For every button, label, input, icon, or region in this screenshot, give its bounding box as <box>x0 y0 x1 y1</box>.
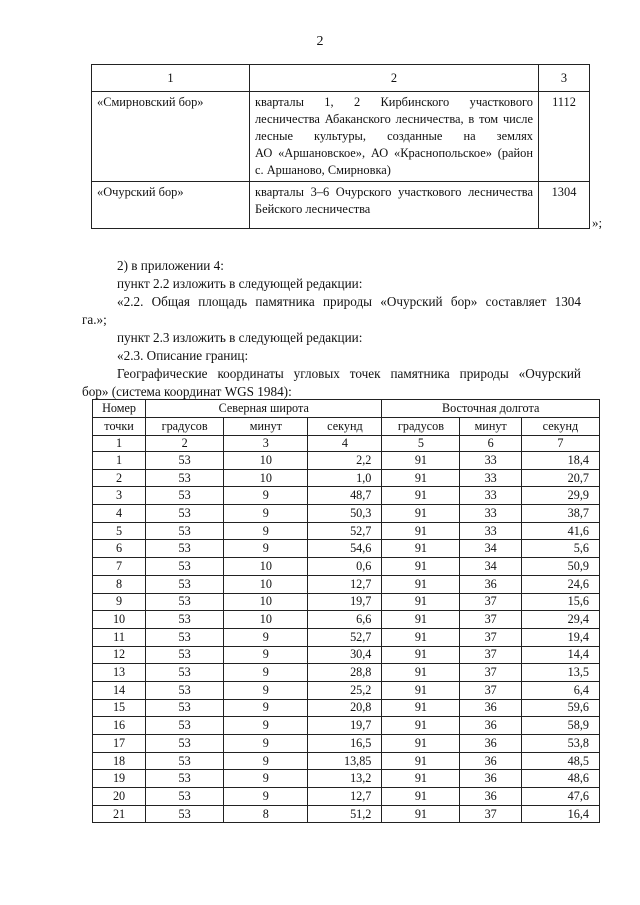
lat-minutes: 9 <box>224 646 308 664</box>
table-row <box>93 788 600 806</box>
reserve-name: «Очурский бор» <box>92 182 250 229</box>
point-number: 14 <box>93 681 146 699</box>
lat-minutes: 10 <box>224 452 308 470</box>
lat-minutes: 9 <box>224 770 308 788</box>
lon-degrees: 91 <box>382 452 460 470</box>
table-row <box>92 182 590 229</box>
lon-minutes: 37 <box>460 646 521 664</box>
lon-degrees: 91 <box>382 681 460 699</box>
lon-seconds: 18,4 <box>521 452 599 470</box>
lat-minutes: 9 <box>224 717 308 735</box>
header-cell: 3 <box>539 65 590 92</box>
lon-degrees: 91 <box>382 699 460 717</box>
lat-minutes: 10 <box>224 611 308 629</box>
header-east-longitude: Восточная долгота <box>382 400 600 418</box>
lat-degrees: 53 <box>146 699 224 717</box>
table-row <box>93 487 600 505</box>
lon-minutes: 33 <box>460 452 521 470</box>
lon-degrees: 91 <box>382 664 460 682</box>
lat-minutes: 9 <box>224 664 308 682</box>
table-row <box>93 770 600 788</box>
column-number: 2 <box>146 436 224 452</box>
lon-degrees: 91 <box>382 487 460 505</box>
reserve-description <box>250 182 539 229</box>
point-number: 5 <box>93 522 146 540</box>
lat-minutes: 8 <box>224 805 308 823</box>
lat-seconds: 54,6 <box>308 540 382 558</box>
lon-minutes: 36 <box>460 717 521 735</box>
reserve-area: 1304 <box>539 182 590 229</box>
table-header-row <box>92 65 590 92</box>
point-number: 11 <box>93 628 146 646</box>
lon-degrees: 91 <box>382 469 460 487</box>
lat-seconds: 28,8 <box>308 664 382 682</box>
header-degrees: градусов <box>146 418 224 436</box>
lon-seconds: 29,9 <box>521 487 599 505</box>
lat-minutes: 9 <box>224 788 308 806</box>
lat-degrees: 53 <box>146 752 224 770</box>
lat-minutes: 9 <box>224 522 308 540</box>
lon-seconds: 48,5 <box>521 752 599 770</box>
lon-seconds: 53,8 <box>521 735 599 753</box>
table-row <box>93 752 600 770</box>
quote-2-3: «2.3. Описание границ: <box>117 348 249 363</box>
header-north-latitude: Северная широта <box>146 400 382 418</box>
point-number: 6 <box>93 540 146 558</box>
lat-seconds: 50,3 <box>308 505 382 523</box>
lat-degrees: 53 <box>146 646 224 664</box>
lon-minutes: 36 <box>460 699 521 717</box>
lon-degrees: 91 <box>382 752 460 770</box>
lat-seconds: 0,6 <box>308 558 382 576</box>
lon-degrees: 91 <box>382 522 460 540</box>
table-header-row <box>93 400 600 418</box>
lon-minutes: 34 <box>460 540 521 558</box>
lon-minutes: 36 <box>460 735 521 753</box>
point-number: 18 <box>93 752 146 770</box>
lat-seconds: 16,5 <box>308 735 382 753</box>
paragraph-2-2: пункт 2.2 изложить в следующей редакции: <box>117 276 363 291</box>
lat-degrees: 53 <box>146 522 224 540</box>
table-row <box>93 558 600 576</box>
lat-seconds: 1,0 <box>308 469 382 487</box>
lon-degrees: 91 <box>382 788 460 806</box>
table-row <box>93 522 600 540</box>
page-number: 2 <box>316 34 324 49</box>
lon-minutes: 37 <box>460 611 521 629</box>
description-line: лесничества Абаканского лесничества, в том числе <box>255 112 533 126</box>
lon-seconds: 50,9 <box>521 558 599 576</box>
lat-minutes: 9 <box>224 735 308 753</box>
lon-minutes: 33 <box>460 469 521 487</box>
description-line: с. Аршаново, Смирновка) <box>255 163 391 177</box>
point-number: 12 <box>93 646 146 664</box>
table-row <box>93 628 600 646</box>
description-line: кварталы 1, 2 Кирбинского участкового <box>255 95 533 109</box>
point-number: 16 <box>93 717 146 735</box>
lat-seconds: 30,4 <box>308 646 382 664</box>
lat-seconds: 2,2 <box>308 452 382 470</box>
lon-degrees: 91 <box>382 558 460 576</box>
point-number: 1 <box>93 452 146 470</box>
lon-minutes: 34 <box>460 558 521 576</box>
lon-minutes: 36 <box>460 770 521 788</box>
table-row <box>93 664 600 682</box>
lon-degrees: 91 <box>382 717 460 735</box>
header-point-number: точки <box>93 418 146 436</box>
header-point-number: Номер <box>93 400 146 418</box>
lon-seconds: 15,6 <box>521 593 599 611</box>
lat-seconds: 19,7 <box>308 717 382 735</box>
lat-degrees: 53 <box>146 505 224 523</box>
lon-degrees: 91 <box>382 628 460 646</box>
reserve-description <box>250 92 539 182</box>
lon-seconds: 13,5 <box>521 664 599 682</box>
reserve-name: «Смирновский бор» <box>92 92 250 182</box>
paragraph-2-3: пункт 2.3 изложить в следующей редакции: <box>117 330 363 345</box>
table-row <box>93 505 600 523</box>
lon-seconds: 16,4 <box>521 805 599 823</box>
lon-seconds: 14,4 <box>521 646 599 664</box>
lat-seconds: 52,7 <box>308 628 382 646</box>
lon-degrees: 91 <box>382 805 460 823</box>
lat-seconds: 12,7 <box>308 788 382 806</box>
description-line: Бейского лесничества <box>255 202 371 216</box>
lat-seconds: 20,8 <box>308 699 382 717</box>
lat-seconds: 48,7 <box>308 487 382 505</box>
lon-seconds: 47,6 <box>521 788 599 806</box>
point-number: 15 <box>93 699 146 717</box>
lat-seconds: 19,7 <box>308 593 382 611</box>
point-number: 2 <box>93 469 146 487</box>
quote-2-2-line1: «2.2. Общая площадь памятника природы «Очурский бор» составляет 1304 <box>117 294 581 309</box>
header-minutes: минут <box>224 418 308 436</box>
lat-seconds: 52,7 <box>308 522 382 540</box>
lon-minutes: 33 <box>460 487 521 505</box>
header-minutes: минут <box>460 418 521 436</box>
table-row <box>93 699 600 717</box>
column-number-row <box>93 436 600 452</box>
point-number: 7 <box>93 558 146 576</box>
table-row <box>93 469 600 487</box>
description-line: АО «Аршановское», АО «Краснопольское» (район <box>255 146 533 160</box>
lon-minutes: 36 <box>460 752 521 770</box>
table-row <box>93 452 600 470</box>
lon-degrees: 91 <box>382 593 460 611</box>
column-number: 7 <box>521 436 599 452</box>
lon-minutes: 37 <box>460 681 521 699</box>
lat-minutes: 10 <box>224 593 308 611</box>
description-line: лесные культуры, созданные на землях <box>255 129 533 143</box>
header-seconds: секунд <box>521 418 599 436</box>
reserve-area: 1112 <box>539 92 590 182</box>
lat-degrees: 53 <box>146 540 224 558</box>
header-cell: 1 <box>92 65 250 92</box>
lon-degrees: 91 <box>382 575 460 593</box>
lon-degrees: 91 <box>382 646 460 664</box>
closing-quote: »; <box>592 215 603 230</box>
point-number: 4 <box>93 505 146 523</box>
table-row <box>93 735 600 753</box>
table-header-row <box>93 418 600 436</box>
column-number: 3 <box>224 436 308 452</box>
lat-degrees: 53 <box>146 805 224 823</box>
header-seconds: секунд <box>308 418 382 436</box>
column-number: 4 <box>308 436 382 452</box>
point-number: 19 <box>93 770 146 788</box>
lon-seconds: 48,6 <box>521 770 599 788</box>
point-number: 13 <box>93 664 146 682</box>
lon-degrees: 91 <box>382 540 460 558</box>
lat-degrees: 53 <box>146 681 224 699</box>
table-row <box>93 681 600 699</box>
lon-seconds: 19,4 <box>521 628 599 646</box>
column-number: 5 <box>382 436 460 452</box>
lat-degrees: 53 <box>146 469 224 487</box>
lon-minutes: 36 <box>460 575 521 593</box>
lon-minutes: 37 <box>460 628 521 646</box>
lon-degrees: 91 <box>382 505 460 523</box>
point-number: 20 <box>93 788 146 806</box>
lon-minutes: 37 <box>460 593 521 611</box>
lat-minutes: 9 <box>224 487 308 505</box>
lon-minutes: 37 <box>460 664 521 682</box>
description-line: кварталы 3–6 Очурского участкового лесничества <box>255 185 533 199</box>
coordinates-intro-line1: Географические координаты угловых точек памятника природы «Очурский <box>117 366 581 381</box>
lat-seconds: 12,7 <box>308 575 382 593</box>
lon-minutes: 33 <box>460 505 521 523</box>
point-number: 21 <box>93 805 146 823</box>
lon-seconds: 5,6 <box>521 540 599 558</box>
quote-2-2-line2: га.»; <box>82 312 107 327</box>
lat-degrees: 53 <box>146 611 224 629</box>
lat-degrees: 53 <box>146 717 224 735</box>
point-number: 8 <box>93 575 146 593</box>
lat-degrees: 53 <box>146 628 224 646</box>
coordinates-table <box>92 399 600 823</box>
lon-seconds: 24,6 <box>521 575 599 593</box>
reserves-table <box>91 64 590 229</box>
lon-degrees: 91 <box>382 611 460 629</box>
lat-minutes: 10 <box>224 469 308 487</box>
lat-seconds: 13,2 <box>308 770 382 788</box>
lon-seconds: 6,4 <box>521 681 599 699</box>
lat-minutes: 10 <box>224 558 308 576</box>
lat-minutes: 9 <box>224 540 308 558</box>
lon-degrees: 91 <box>382 735 460 753</box>
lon-minutes: 37 <box>460 805 521 823</box>
item-2: 2) в приложении 4: <box>117 258 224 273</box>
point-number: 3 <box>93 487 146 505</box>
lon-seconds: 29,4 <box>521 611 599 629</box>
lat-degrees: 53 <box>146 593 224 611</box>
table-row <box>93 575 600 593</box>
lat-degrees: 53 <box>146 487 224 505</box>
coordinates-intro-line2: бор» (система координат WGS 1984): <box>82 384 292 399</box>
point-number: 9 <box>93 593 146 611</box>
lon-seconds: 59,6 <box>521 699 599 717</box>
lat-seconds: 51,2 <box>308 805 382 823</box>
lat-minutes: 9 <box>224 628 308 646</box>
lon-minutes: 36 <box>460 788 521 806</box>
lon-minutes: 33 <box>460 522 521 540</box>
lon-seconds: 20,7 <box>521 469 599 487</box>
table-row <box>93 717 600 735</box>
lat-seconds: 13,85 <box>308 752 382 770</box>
header-degrees: градусов <box>382 418 460 436</box>
lon-seconds: 38,7 <box>521 505 599 523</box>
lat-degrees: 53 <box>146 735 224 753</box>
lat-seconds: 6,6 <box>308 611 382 629</box>
point-number: 10 <box>93 611 146 629</box>
table-row <box>93 611 600 629</box>
lat-degrees: 53 <box>146 452 224 470</box>
table-row <box>93 646 600 664</box>
lon-seconds: 58,9 <box>521 717 599 735</box>
table-row <box>93 805 600 823</box>
point-number: 17 <box>93 735 146 753</box>
lon-seconds: 41,6 <box>521 522 599 540</box>
column-number: 1 <box>93 436 146 452</box>
lat-minutes: 10 <box>224 575 308 593</box>
lon-degrees: 91 <box>382 770 460 788</box>
lat-degrees: 53 <box>146 788 224 806</box>
column-number: 6 <box>460 436 521 452</box>
table-row <box>92 92 590 182</box>
lat-seconds: 25,2 <box>308 681 382 699</box>
lat-minutes: 9 <box>224 681 308 699</box>
header-cell: 2 <box>250 65 539 92</box>
lat-degrees: 53 <box>146 558 224 576</box>
lat-minutes: 9 <box>224 752 308 770</box>
table-row <box>93 540 600 558</box>
lat-degrees: 53 <box>146 770 224 788</box>
lat-minutes: 9 <box>224 699 308 717</box>
lat-minutes: 9 <box>224 505 308 523</box>
lat-degrees: 53 <box>146 664 224 682</box>
table-row <box>93 593 600 611</box>
lat-degrees: 53 <box>146 575 224 593</box>
